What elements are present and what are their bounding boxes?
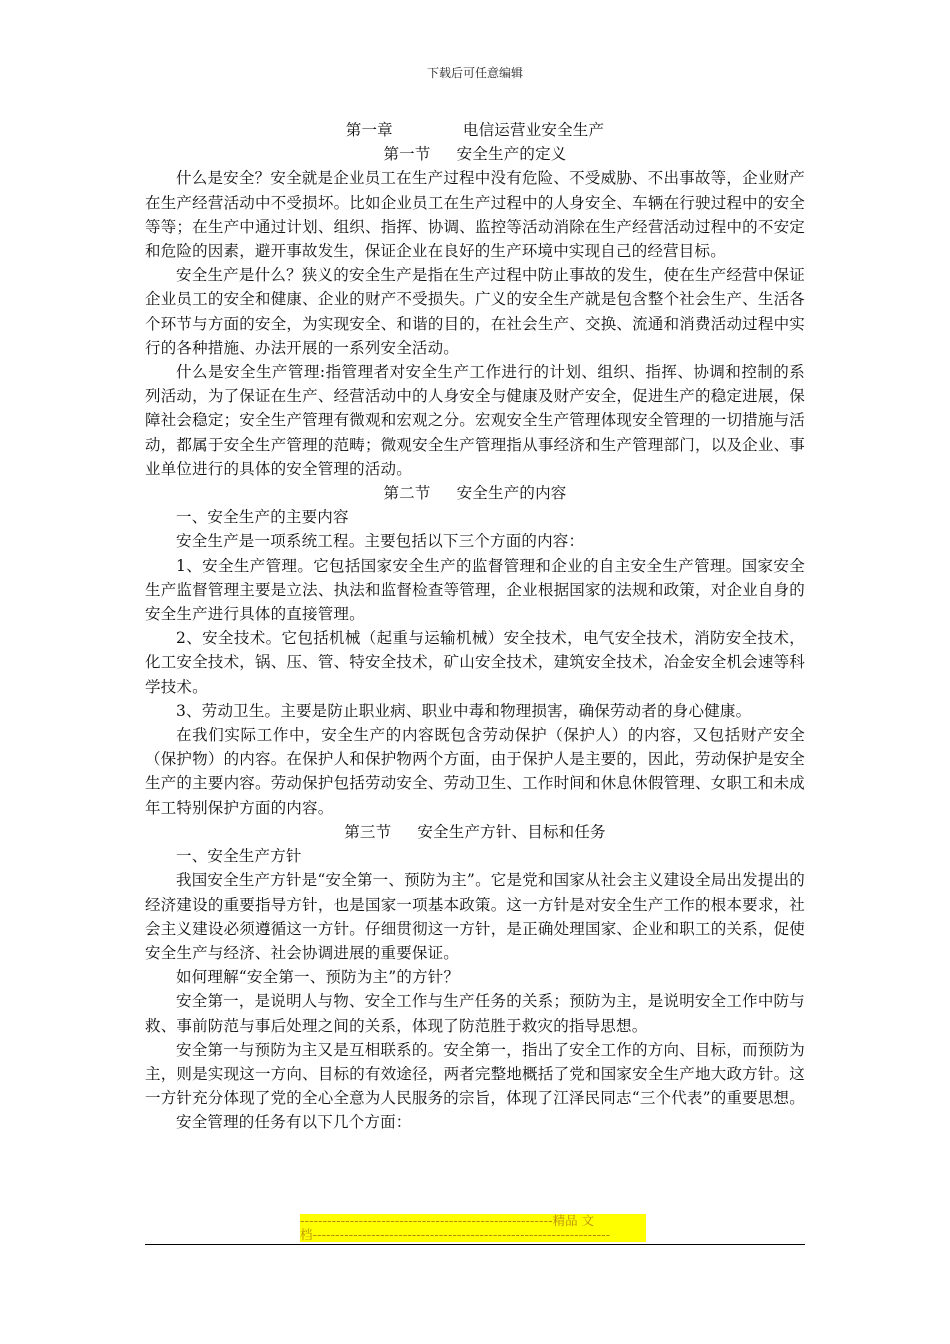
section-heading-2	[145, 481, 805, 505]
paragraph: 2、安全技术。它包括机械（起重与运输机械）安全技术，电气安全技术，消防安全技术，化工安全技术，锅、压、管、特安全技术，矿山安全技术，建筑安全技术，冶金安全机会速等科学技术。	[145, 629, 805, 696]
paragraph: 1、安全生产管理。它包括国家安全生产的监督管理和企业的自主安全生产管理。国家安全生产监督管理主要是立法、执法和监督检查等管理，企业根据国家的法规和政策，对企业自身的安全生产进行具体的直接管理。	[145, 556, 805, 624]
section-title: 安全生产的内容	[456, 484, 567, 503]
subheading: 一、安全生产方针	[176, 847, 302, 866]
section-number: 第三节	[344, 822, 392, 841]
banner-line: 档------------------------------------------------------------------	[300, 1227, 611, 1242]
paragraph: 安全生产是一项系统工程。主要包括以下三个方面的内容：	[176, 532, 585, 551]
paragraph: 什么是安全？安全就是企业员工在生产过程中没有危险、不受威胁、不出事故等，企业财产在生产经营活动中不受损坏。比如企业员工在生产过程中的人身安全、车辆在行驶过程中的安全等等；在生产中通过计划、组织、指挥、协调、监控等活动消除在生产经营活动过程中的不安定和危险的因素，避开事故发生，保证企业在良好的生产环境中实现自己的经营目标。	[145, 169, 805, 261]
section-heading-1	[145, 142, 805, 166]
section-heading-3	[145, 820, 805, 844]
section-title: 安全生产方针、目标和任务	[417, 822, 606, 841]
chapter-heading	[145, 118, 805, 142]
paragraph: 3、劳动卫生。主要是防止职业病、职业中毒和物理损害，确保劳动者的身心健康。	[176, 701, 752, 720]
paragraph: 安全第一，是说明人与物、安全工作与生产任务的关系；预防为主，是说明安全工作中防与救、事前防范与事后处理之间的关系，体现了防范胜于救灾的指导思想。	[145, 992, 805, 1035]
paragraph: 如何理解“安全第一、预防为主”的方针？	[176, 968, 460, 987]
paragraph: 安全第一与预防为主又是互相联系的。安全第一，指出了安全工作的方向、目标，而预防为主，则是实现这一方向、目标的有效途径，两者完整地概括了党和国家安全生产地大政方针。这一方针充分体现了党的全心全意为人民服务的宗旨，体现了江泽民同志“三个代表”的重要思想。	[145, 1040, 805, 1108]
paragraph: 我国安全生产方针是“安全第一、预防为主”。它是党和国家从社会主义建设全局出发提出的经济建设的重要指导方针，也是国家一项基本政策。这一方针是对安全生产工作的根本要求，社会主义建设必须遵循这一方针。仔细贯彻这一方针，是正确处理国家、企业和职工的关系，促使安全生产与经济、社会协调进展的重要保证。	[145, 871, 805, 962]
section-title: 安全生产的定义	[456, 145, 567, 164]
page-header: 下载后可任意编辑	[426, 66, 523, 80]
section-number: 第一节	[383, 145, 431, 164]
paragraph: 什么是安全生产管理:指管理者对安全生产工作进行的计划、组织、指挥、协调和控制的系列活动，为了保证在生产、经营活动中的人身安全与健康及财产安全，促进生产的稳定进展，保障社会稳定；安全生产管理有微观和宏观之分。宏观安全生产管理体现安全管理的一切措施与活动，都属于安全生产管理的范畴；微观安全生产管理指从事经济和生产管理部门，以及企业、事业单位进行的具体的安全管理的活动。	[145, 363, 805, 478]
section-number: 第二节	[383, 484, 431, 503]
paragraph: 在我们实际工作中，安全生产的内容既包含劳动保护（保护人）的内容，又包括财产安全（保护物）的内容。在保护人和保护物两个方面，由于保护人是主要的，因此，劳动保护是安全生产的主要内容。劳动保护包括劳动安全、劳动卫生、工作时间和休息休假管理、女职工和未成年工特别保护方面的内容。	[145, 726, 805, 817]
chapter-title: 电信运营业安全生产	[462, 121, 605, 139]
paragraph: 安全管理的任务有以下几个方面：	[176, 1113, 412, 1132]
chapter-number: 第一章	[345, 121, 393, 139]
paragraph: 安全生产是什么？狭义的安全生产是指在生产过程中防止事故的发生，使在生产经营中保证企业员工的安全和健康、企业的财产不受损失。广义的安全生产就是包含整个社会生产、生活各个环节与方面的安全，为实现安全、和谐的目的，在社会生产、交换、流通和消费活动过程中实行的各种措施、办法开展的一系列安全活动。	[145, 266, 805, 357]
banner-line: --------------------------------------------------------精品 文	[300, 1213, 595, 1228]
document-body	[145, 118, 805, 1135]
subheading: 一、安全生产的主要内容	[176, 508, 349, 527]
footer-banner	[300, 1214, 646, 1242]
footer-divider	[145, 1244, 805, 1245]
